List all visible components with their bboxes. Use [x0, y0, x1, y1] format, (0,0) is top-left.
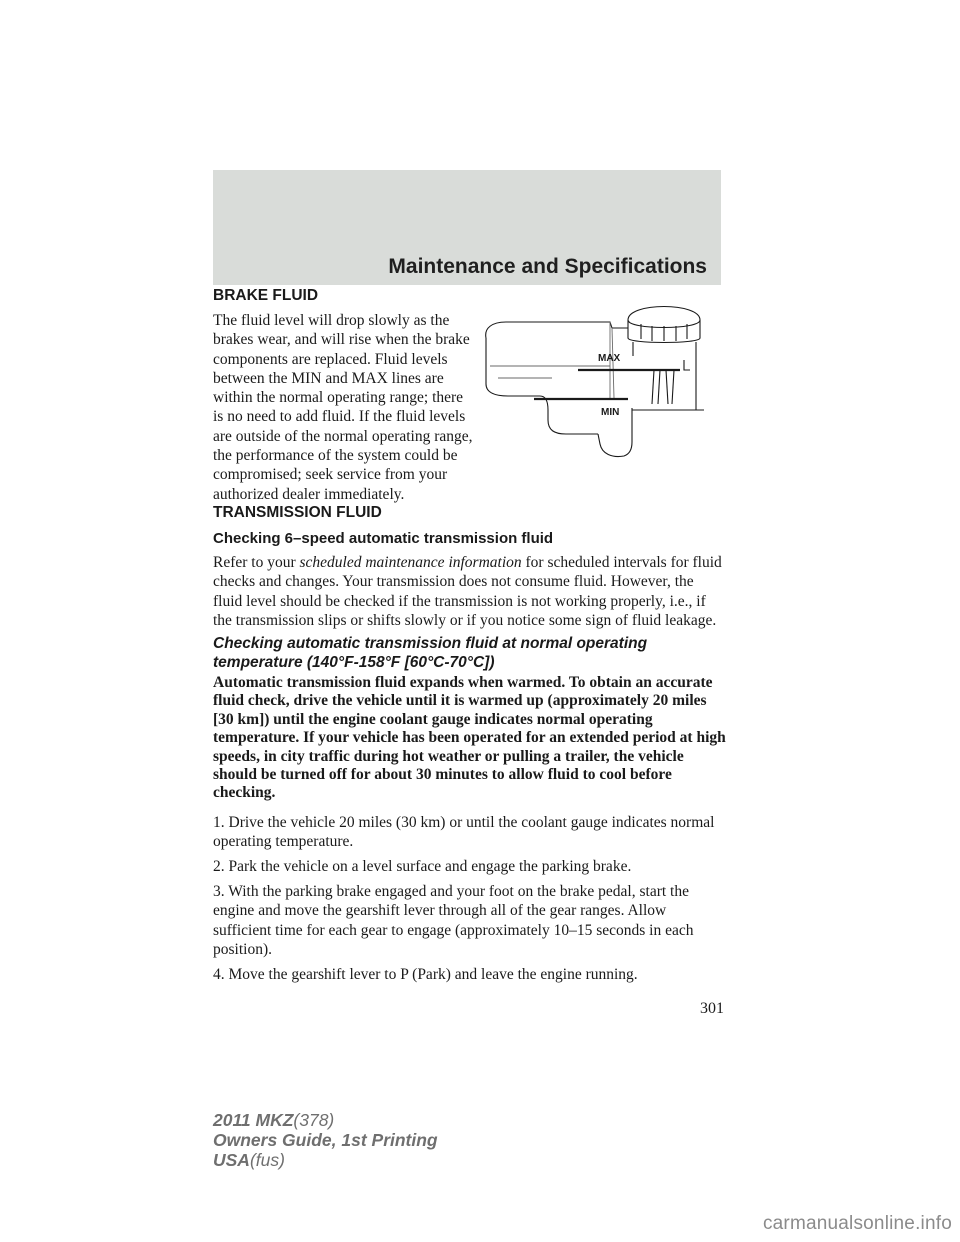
- min-label: MIN: [601, 407, 620, 418]
- watermark: carmanualsonline.info: [762, 1213, 952, 1234]
- max-label: MAX: [598, 353, 621, 364]
- fluid-expansion-warning: Automatic transmission fluid expands when warmed. To obtain an accurate fluid check, drive the vehicle until it is warmed up (approximately 20 miles [30 km]) until the engine coolant gauge indicates normal operating temperature. If your vehicle has been operated for an extended period at high speeds, in city traffic during hot weather or pulling a trailer, the vehicle should be turned off for about 30 minutes to allow fluid to cool before checking.: [213, 674, 726, 802]
- step-4: 4. Move the gearshift lever to P (Park) and leave the engine running.: [213, 966, 638, 983]
- step-3: 3. With the parking brake engaged and your foot on the brake pedal, start the engine and move the gearshift lever through all of the gear ranges. Allow sufficient time for each gear to engage (approximately 10–15 seconds in each position).: [213, 883, 694, 958]
- normal-temp-heading: Checking automatic transmission fluid at normal operating temperature (140°F-158°F [60°C-70°C]): [213, 635, 648, 671]
- section-title: Maintenance and Specifications: [388, 255, 707, 278]
- print-footer: [213, 1110, 438, 1170]
- scheduled-maintenance-reference: scheduled maintenance information: [299, 554, 522, 571]
- brake-reservoir-illustration: [478, 298, 704, 460]
- page-number: 301: [700, 1000, 724, 1017]
- footer-printing: Owners Guide, 1st Printing: [213, 1130, 438, 1150]
- brake-fluid-paragraph: The fluid level will drop slowly as the brakes wear, and will rise when the brake components are replaced. Fluid levels between the MIN and MAX lines are within the normal operating range; there is no need to add fluid. If the fluid levels are outside of the normal operating range, the performance of the system could be compromised; seek service from your authorized dealer immediately.: [213, 312, 473, 503]
- transmission-fluid-heading: TRANSMISSION FLUID: [213, 504, 382, 521]
- transmission-refer-paragraph: [213, 553, 723, 630]
- refer-prefix: Refer to your: [213, 554, 300, 571]
- footer-market-code: (fus): [249, 1150, 285, 1170]
- footer-model-code: (378): [293, 1110, 335, 1130]
- step-2: 2. Park the vehicle on a level surface and engage the parking brake.: [213, 858, 632, 875]
- transmission-check-subheading: Checking 6–speed automatic transmission fluid: [213, 530, 554, 547]
- footer-model: 2011 MKZ: [213, 1110, 294, 1130]
- step-1: 1. Drive the vehicle 20 miles (30 km) or until the coolant gauge indicates normal operating temperature.: [213, 814, 715, 851]
- refer-suffix: for scheduled intervals for fluid checks and changes. Your transmission does not consume fluid. However, the fluid level should be checked if the transmission is not working properly, i.e., if the transmission slips or shifts slowly or if you notice some sign of fluid leakage.: [213, 554, 722, 629]
- brake-fluid-heading: BRAKE FLUID: [213, 287, 319, 304]
- section-header-band: [213, 170, 721, 285]
- footer-market: USA: [213, 1150, 250, 1170]
